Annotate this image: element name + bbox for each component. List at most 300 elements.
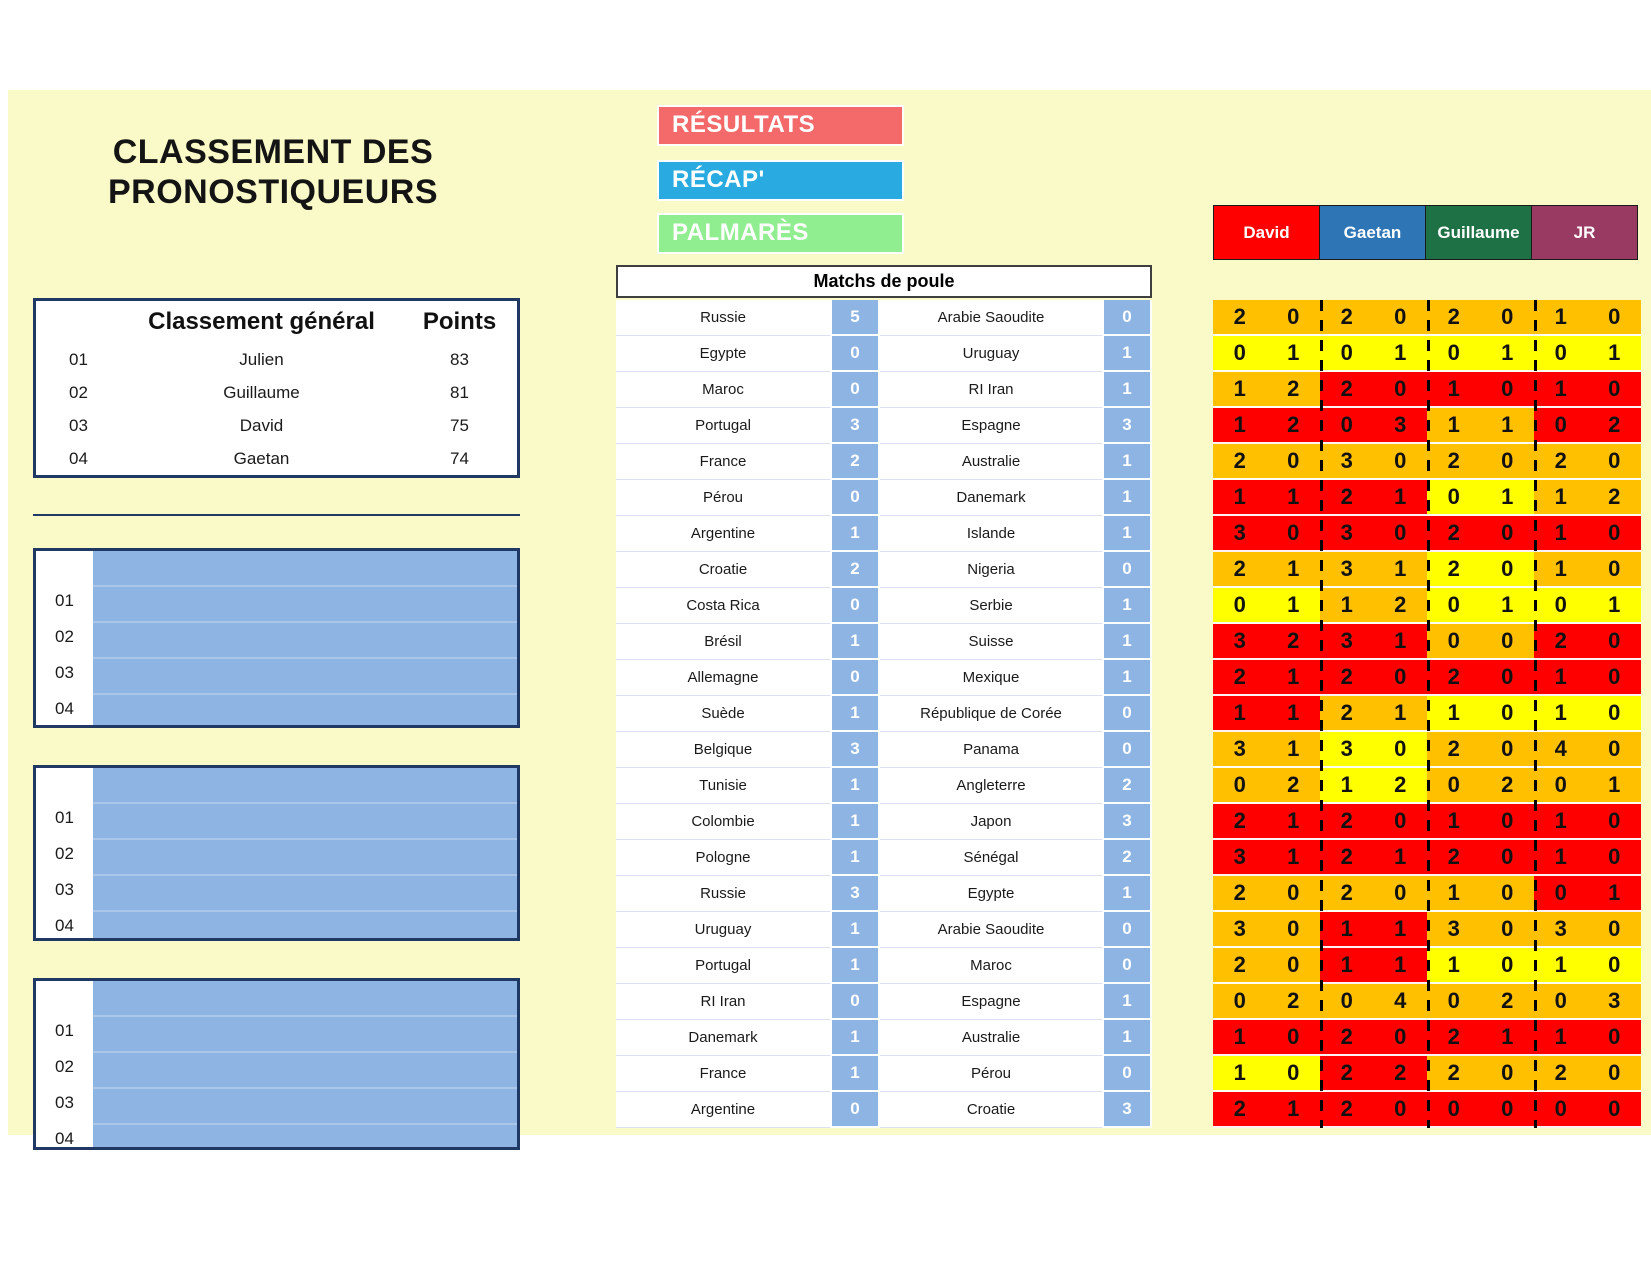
prediction-cell-guillaume — [1427, 948, 1534, 984]
predicted-home-score: 3 — [1340, 448, 1353, 473]
home-score: 1 — [830, 624, 880, 660]
home-team: RI Iran — [616, 984, 830, 1020]
home-score: 0 — [830, 372, 880, 408]
predictor-header-jr: JR — [1531, 205, 1638, 260]
prediction-cell-david — [1213, 1092, 1320, 1128]
home-score: 1 — [830, 696, 880, 732]
match-row — [616, 1020, 1152, 1056]
prediction-cell-guillaume — [1427, 480, 1534, 516]
predicted-away-score: 0 — [1394, 664, 1407, 689]
home-score: 3 — [830, 876, 880, 912]
predicted-home-score: 1 — [1554, 304, 1567, 329]
predicted-home-score: 1 — [1447, 952, 1460, 977]
prediction-cell-jr — [1534, 696, 1641, 732]
predicted-home-score: 0 — [1554, 880, 1567, 905]
home-team: Allemagne — [616, 660, 830, 696]
predicted-home-score: 2 — [1340, 484, 1353, 509]
home-score: 1 — [830, 948, 880, 984]
prediction-cell-guillaume — [1427, 588, 1534, 624]
home-score: 1 — [830, 804, 880, 840]
predicted-home-score: 1 — [1554, 520, 1567, 545]
predicted-home-score: 1 — [1233, 1024, 1246, 1049]
home-score: 1 — [830, 912, 880, 948]
predicted-away-score: 0 — [1608, 952, 1621, 977]
predicted-home-score: 0 — [1233, 592, 1246, 617]
predicted-home-score: 2 — [1233, 304, 1246, 329]
match-row — [616, 372, 1152, 408]
predicted-home-score: 3 — [1447, 916, 1460, 941]
home-team: Maroc — [616, 372, 830, 408]
prediction-cell-david — [1213, 336, 1320, 372]
pool-matches-table — [616, 300, 1152, 1128]
prediction-cell-jr — [1534, 1020, 1641, 1056]
predicted-away-score: 0 — [1608, 556, 1621, 581]
home-team: Danemark — [616, 1020, 830, 1056]
home-team: Brésil — [616, 624, 830, 660]
predicted-away-score: 1 — [1394, 700, 1407, 725]
predicted-home-score: 0 — [1554, 412, 1567, 437]
predicted-away-score: 0 — [1501, 880, 1514, 905]
predicted-away-score: 2 — [1394, 592, 1407, 617]
predicted-away-score: 0 — [1501, 664, 1514, 689]
prediction-cell-gaetan — [1320, 300, 1427, 336]
predicted-away-score: 1 — [1394, 916, 1407, 941]
predicted-away-score: 0 — [1394, 1024, 1407, 1049]
away-score: 0 — [1102, 948, 1152, 984]
predicted-home-score: 2 — [1447, 664, 1460, 689]
results-button[interactable]: RÉSULTATS — [657, 105, 904, 146]
match-row — [616, 732, 1152, 768]
prediction-cell-gaetan — [1320, 840, 1427, 876]
home-team: Colombie — [616, 804, 830, 840]
predicted-away-score: 0 — [1608, 700, 1621, 725]
predicted-away-score: 1 — [1287, 556, 1300, 581]
predicted-away-score: 1 — [1287, 700, 1300, 725]
predicted-away-score: 0 — [1501, 556, 1514, 581]
away-score: 0 — [1102, 552, 1152, 588]
home-team: Uruguay — [616, 912, 830, 948]
placeholder-rank-label: 04 — [55, 1129, 74, 1148]
match-row — [616, 840, 1152, 876]
away-score: 1 — [1102, 588, 1152, 624]
away-score: 0 — [1102, 912, 1152, 948]
ranking-rank: 04 — [69, 448, 88, 468]
predicted-away-score: 2 — [1287, 412, 1300, 437]
predicted-home-score: 1 — [1447, 700, 1460, 725]
predicted-away-score: 1 — [1394, 340, 1407, 365]
predicted-away-score: 2 — [1394, 772, 1407, 797]
predicted-home-score: 3 — [1554, 916, 1567, 941]
away-team: Angleterre — [880, 768, 1102, 804]
predicted-away-score: 1 — [1608, 340, 1621, 365]
prediction-cell-david — [1213, 444, 1320, 480]
match-row — [616, 300, 1152, 336]
placeholder-rank-label: 04 — [55, 916, 74, 935]
predicted-home-score: 3 — [1233, 844, 1246, 869]
away-team: Sénégal — [880, 840, 1102, 876]
away-team: République de Corée — [880, 696, 1102, 732]
prediction-cell-david — [1213, 1056, 1320, 1092]
predicted-away-score: 0 — [1501, 700, 1514, 725]
prediction-cell-jr — [1534, 876, 1641, 912]
prediction-cell-guillaume — [1427, 876, 1534, 912]
placeholder-rank-label: 02 — [55, 844, 74, 863]
match-row — [616, 624, 1152, 660]
match-row — [616, 768, 1152, 804]
predicted-home-score: 2 — [1554, 448, 1567, 473]
predicted-away-score: 0 — [1608, 916, 1621, 941]
prediction-cell-jr — [1534, 984, 1641, 1020]
prediction-cell-gaetan — [1320, 552, 1427, 588]
predicted-away-score: 0 — [1287, 1060, 1300, 1085]
predicted-away-score: 0 — [1394, 736, 1407, 761]
home-team: Russie — [616, 300, 830, 336]
away-score: 0 — [1102, 1056, 1152, 1092]
away-score: 0 — [1102, 732, 1152, 768]
placeholder-rank-strip — [36, 981, 93, 1147]
predicted-away-score: 1 — [1394, 556, 1407, 581]
home-score: 3 — [830, 408, 880, 444]
away-team: Panama — [880, 732, 1102, 768]
general-ranking-header — [36, 301, 517, 343]
prediction-cell-david — [1213, 1020, 1320, 1056]
prediction-cell-guillaume — [1427, 804, 1534, 840]
match-row — [616, 696, 1152, 732]
home-score: 1 — [830, 516, 880, 552]
predicted-home-score: 2 — [1447, 448, 1460, 473]
predicted-away-score: 1 — [1394, 484, 1407, 509]
predicted-away-score: 2 — [1287, 628, 1300, 653]
predicted-away-score: 0 — [1608, 1060, 1621, 1085]
predicted-home-score: 3 — [1340, 628, 1353, 653]
predictor-header-david: David — [1213, 205, 1320, 260]
predictor-header-gaetan: Gaetan — [1319, 205, 1426, 260]
palmares-button[interactable]: PALMARÈS — [657, 213, 904, 254]
prediction-cell-jr — [1534, 480, 1641, 516]
predicted-away-score: 0 — [1501, 448, 1514, 473]
home-team: Pologne — [616, 840, 830, 876]
predicted-home-score: 0 — [1340, 988, 1353, 1013]
prediction-cell-david — [1213, 984, 1320, 1020]
predicted-away-score: 0 — [1608, 304, 1621, 329]
home-team: Russie — [616, 876, 830, 912]
predicted-away-score: 3 — [1608, 988, 1621, 1013]
predicted-away-score: 1 — [1608, 592, 1621, 617]
prediction-cell-jr — [1534, 300, 1641, 336]
prediction-cell-guillaume — [1427, 1092, 1534, 1128]
ranking-rank: 03 — [69, 415, 88, 435]
away-team: Arabie Saoudite — [880, 300, 1102, 336]
predicted-away-score: 0 — [1608, 376, 1621, 401]
predicted-away-score: 2 — [1608, 412, 1621, 437]
predicted-home-score: 3 — [1233, 736, 1246, 761]
ranking-rank: 02 — [69, 382, 88, 402]
prediction-cell-jr — [1534, 660, 1641, 696]
recap-button[interactable]: RÉCAP' — [657, 160, 904, 201]
home-score: 5 — [830, 300, 880, 336]
away-score: 3 — [1102, 1092, 1152, 1128]
prediction-cell-jr — [1534, 732, 1641, 768]
predicted-away-score: 0 — [1287, 952, 1300, 977]
predicted-home-score: 1 — [1233, 700, 1246, 725]
horizontal-divider — [33, 514, 520, 516]
ranking-row — [36, 343, 517, 376]
away-team: Japon — [880, 804, 1102, 840]
predicted-home-score: 0 — [1447, 1096, 1460, 1121]
home-team: Argentine — [616, 1092, 830, 1128]
ranking-row — [36, 409, 517, 442]
prediction-cell-david — [1213, 804, 1320, 840]
predicted-home-score: 2 — [1233, 808, 1246, 833]
predicted-home-score: 1 — [1447, 880, 1460, 905]
home-score: 1 — [830, 840, 880, 876]
predicted-home-score: 3 — [1340, 520, 1353, 545]
prediction-cell-gaetan — [1320, 1092, 1427, 1128]
predicted-away-score: 1 — [1608, 772, 1621, 797]
match-row — [616, 336, 1152, 372]
prediction-cell-jr — [1534, 912, 1641, 948]
prediction-cell-gaetan — [1320, 444, 1427, 480]
away-score: 1 — [1102, 516, 1152, 552]
predicted-away-score: 2 — [1394, 1060, 1407, 1085]
away-team: Nigeria — [880, 552, 1102, 588]
prediction-cell-david — [1213, 588, 1320, 624]
away-score: 2 — [1102, 768, 1152, 804]
predicted-home-score: 3 — [1340, 736, 1353, 761]
predicted-away-score: 0 — [1394, 1096, 1407, 1121]
away-team: Arabie Saoudite — [880, 912, 1102, 948]
away-score: 1 — [1102, 372, 1152, 408]
prediction-cell-guillaume — [1427, 300, 1534, 336]
placeholder-rank-label: 03 — [55, 663, 74, 682]
prediction-cell-gaetan — [1320, 696, 1427, 732]
page-title — [68, 132, 478, 212]
predicted-away-score: 1 — [1501, 340, 1514, 365]
prediction-cell-guillaume — [1427, 696, 1534, 732]
predicted-home-score: 1 — [1233, 484, 1246, 509]
match-row — [616, 804, 1152, 840]
predicted-home-score: 1 — [1340, 592, 1353, 617]
predicted-away-score: 0 — [1394, 304, 1407, 329]
predicted-home-score: 3 — [1233, 916, 1246, 941]
grid-dashed-separator-2 — [1427, 300, 1430, 1128]
home-team: Portugal — [616, 408, 830, 444]
predicted-away-score: 1 — [1287, 1096, 1300, 1121]
home-score: 3 — [830, 732, 880, 768]
predicted-away-score: 0 — [1287, 520, 1300, 545]
prediction-cell-david — [1213, 948, 1320, 984]
ranking-name: David — [239, 415, 284, 435]
away-score: 1 — [1102, 984, 1152, 1020]
page-title-line1: CLASSEMENT DES — [112, 133, 434, 171]
predicted-home-score: 1 — [1233, 376, 1246, 401]
predictor-headers — [1213, 205, 1641, 260]
prediction-cell-guillaume — [1427, 1020, 1534, 1056]
ranking-name: Guillaume — [223, 382, 300, 402]
home-score: 1 — [830, 768, 880, 804]
match-row — [616, 1056, 1152, 1092]
home-score: 2 — [830, 444, 880, 480]
predicted-away-score: 0 — [1608, 736, 1621, 761]
predicted-away-score: 0 — [1394, 880, 1407, 905]
prediction-cell-guillaume — [1427, 624, 1534, 660]
predicted-home-score: 0 — [1340, 340, 1353, 365]
home-score: 0 — [830, 1092, 880, 1128]
placeholder-rank-label: 03 — [55, 1093, 74, 1112]
predicted-away-score: 0 — [1394, 448, 1407, 473]
predicted-home-score: 0 — [1340, 412, 1353, 437]
predicted-away-score: 2 — [1501, 772, 1514, 797]
away-team: RI Iran — [880, 372, 1102, 408]
match-row — [616, 444, 1152, 480]
prediction-cell-guillaume — [1427, 984, 1534, 1020]
prediction-cell-guillaume — [1427, 660, 1534, 696]
predicted-away-score: 0 — [1287, 1024, 1300, 1049]
predicted-home-score: 1 — [1554, 556, 1567, 581]
predicted-away-score: 1 — [1287, 592, 1300, 617]
predicted-away-score: 0 — [1501, 304, 1514, 329]
away-team: Serbie — [880, 588, 1102, 624]
predicted-away-score: 0 — [1501, 952, 1514, 977]
predicted-away-score: 0 — [1394, 376, 1407, 401]
predicted-away-score: 2 — [1287, 988, 1300, 1013]
predicted-home-score: 2 — [1340, 1060, 1353, 1085]
predicted-away-score: 4 — [1394, 988, 1407, 1013]
predicted-home-score: 1 — [1554, 484, 1567, 509]
home-score: 0 — [830, 480, 880, 516]
home-team: France — [616, 444, 830, 480]
predicted-away-score: 0 — [1394, 808, 1407, 833]
predicted-away-score: 0 — [1501, 628, 1514, 653]
predicted-home-score: 1 — [1233, 1060, 1246, 1085]
home-team: France — [616, 1056, 830, 1092]
prediction-cell-gaetan — [1320, 588, 1427, 624]
content-area — [8, 90, 1651, 1148]
away-team: Pérou — [880, 1056, 1102, 1092]
prediction-cell-gaetan — [1320, 480, 1427, 516]
grid-dashed-separator-1 — [1320, 300, 1323, 1128]
predicted-away-score: 0 — [1501, 916, 1514, 941]
prediction-cell-jr — [1534, 336, 1641, 372]
predicted-home-score: 0 — [1447, 772, 1460, 797]
predicted-home-score: 2 — [1340, 808, 1353, 833]
prediction-cell-david — [1213, 480, 1320, 516]
predicted-home-score: 2 — [1233, 556, 1246, 581]
predicted-home-score: 1 — [1554, 952, 1567, 977]
general-ranking-rows — [36, 343, 517, 475]
away-score: 1 — [1102, 480, 1152, 516]
away-score: 0 — [1102, 300, 1152, 336]
predicted-away-score: 1 — [1287, 484, 1300, 509]
page-title-line2: PRONOSTIQUEURS — [107, 173, 439, 211]
predicted-home-score: 1 — [1447, 808, 1460, 833]
placeholder-rank-label: 01 — [55, 1021, 74, 1040]
home-team: Croatie — [616, 552, 830, 588]
predicted-home-score: 3 — [1340, 556, 1353, 581]
match-row — [616, 588, 1152, 624]
predicted-away-score: 0 — [1501, 1060, 1514, 1085]
prediction-cell-jr — [1534, 408, 1641, 444]
predicted-home-score: 0 — [1447, 988, 1460, 1013]
prediction-cell-gaetan — [1320, 732, 1427, 768]
prediction-cell-jr — [1534, 1092, 1641, 1128]
predicted-home-score: 2 — [1340, 700, 1353, 725]
predicted-home-score: 2 — [1447, 1060, 1460, 1085]
predicted-home-score: 0 — [1447, 484, 1460, 509]
predicted-home-score: 2 — [1340, 844, 1353, 869]
away-team: Australie — [880, 444, 1102, 480]
predicted-home-score: 1 — [1554, 376, 1567, 401]
prediction-cell-gaetan — [1320, 408, 1427, 444]
prediction-cell-gaetan — [1320, 1020, 1427, 1056]
prediction-cell-david — [1213, 912, 1320, 948]
prediction-cell-guillaume — [1427, 516, 1534, 552]
ranking-points: 81 — [450, 382, 469, 402]
match-row — [616, 1092, 1152, 1128]
predicted-home-score: 0 — [1233, 340, 1246, 365]
predicted-away-score: 1 — [1501, 1024, 1514, 1049]
predicted-home-score: 1 — [1554, 700, 1567, 725]
home-team: Egypte — [616, 336, 830, 372]
prediction-cell-david — [1213, 300, 1320, 336]
points-column-header: Points — [422, 308, 497, 335]
predicted-away-score: 1 — [1394, 628, 1407, 653]
prediction-cell-jr — [1534, 624, 1641, 660]
predicted-away-score: 2 — [1501, 988, 1514, 1013]
away-score: 3 — [1102, 408, 1152, 444]
predicted-away-score: 0 — [1608, 664, 1621, 689]
predicted-home-score: 0 — [1554, 340, 1567, 365]
away-team: Islande — [880, 516, 1102, 552]
match-row — [616, 876, 1152, 912]
prediction-cell-david — [1213, 372, 1320, 408]
match-row — [616, 984, 1152, 1020]
prediction-cell-jr — [1534, 588, 1641, 624]
prediction-cell-gaetan — [1320, 984, 1427, 1020]
home-team: Tunisie — [616, 768, 830, 804]
prediction-cell-gaetan — [1320, 372, 1427, 408]
predicted-away-score: 2 — [1608, 484, 1621, 509]
predicted-away-score: 0 — [1608, 1024, 1621, 1049]
general-ranking-title: Classement général — [148, 308, 375, 335]
predicted-home-score: 2 — [1340, 1096, 1353, 1121]
placeholder-rank-strip — [36, 768, 93, 938]
predicted-home-score: 2 — [1340, 376, 1353, 401]
prediction-cell-gaetan — [1320, 804, 1427, 840]
placeholder-box-3 — [33, 978, 520, 1150]
placeholder-box-1 — [33, 548, 520, 728]
predicted-away-score: 0 — [1501, 520, 1514, 545]
predicted-away-score: 1 — [1501, 592, 1514, 617]
predicted-home-score: 1 — [1340, 772, 1353, 797]
prediction-cell-guillaume — [1427, 336, 1534, 372]
prediction-cell-guillaume — [1427, 732, 1534, 768]
predicted-home-score: 0 — [1447, 592, 1460, 617]
prediction-cell-gaetan — [1320, 768, 1427, 804]
predicted-away-score: 0 — [1394, 520, 1407, 545]
away-score: 1 — [1102, 1020, 1152, 1056]
away-score: 1 — [1102, 660, 1152, 696]
away-team: Espagne — [880, 408, 1102, 444]
home-team: Costa Rica — [616, 588, 830, 624]
away-team: Espagne — [880, 984, 1102, 1020]
predicted-home-score: 0 — [1233, 988, 1246, 1013]
predicted-away-score: 0 — [1608, 844, 1621, 869]
prediction-cell-jr — [1534, 840, 1641, 876]
predicted-home-score: 0 — [1554, 988, 1567, 1013]
predicted-away-score: 1 — [1287, 808, 1300, 833]
predicted-away-score: 0 — [1501, 844, 1514, 869]
